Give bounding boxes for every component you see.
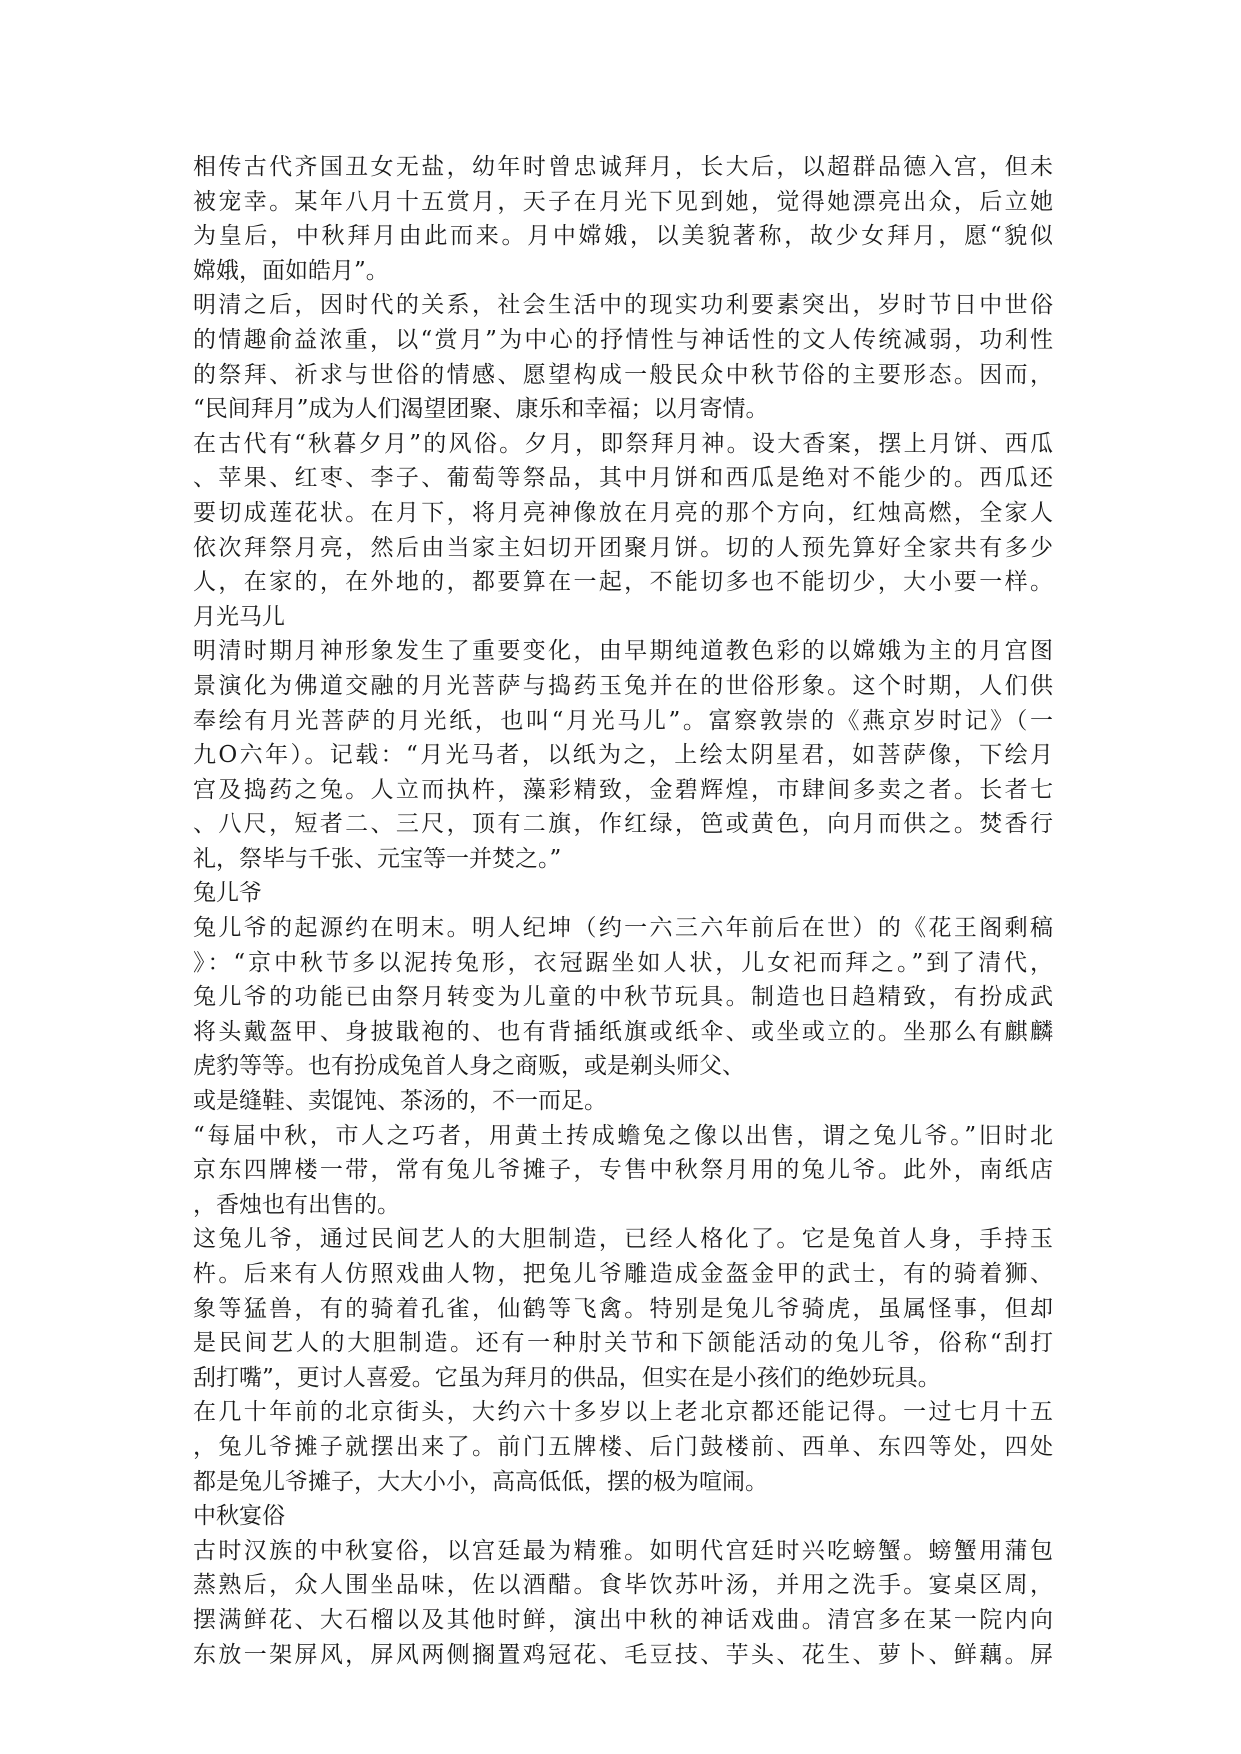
text-line: 将头戴盔甲、身披戢袍的、也有背插纸旗或纸伞、或坐或立的。坐那么有麒麟	[193, 1018, 1053, 1045]
text-line: 宫及捣药之兔。人立而执杵，藻彩精致，金碧辉煌，市肆间多卖之者。长者七	[193, 776, 1053, 803]
text-line: 虎豹等等。也有扮成兔首人身之商贩，或是剃头师父、	[193, 1053, 745, 1080]
text-line: 刮打嘴”，更讨人喜爱。它虽为拜月的供品，但实在是小孩们的绝妙玩具。	[193, 1364, 941, 1391]
text-line: 》：“京中秋节多以泥抟兔形，衣冠踞坐如人状，儿女祀而拜之。”到了清代，	[193, 949, 1053, 976]
text-line: 的情趣俞益浓重，以“赏月”为中心的抒情性与神话性的文人传统减弱，功利性	[193, 326, 1053, 353]
text-line: 在古代有“秋暮夕月”的风俗。夕月，即祭拜月神。设大香案，摆上月饼、西瓜	[193, 430, 1053, 457]
text-line: 兔儿爷的功能已由祭月转变为儿童的中秋节玩具。制造也日趋精致，有扮成武	[193, 984, 1053, 1011]
section-heading: 月光马儿	[193, 603, 285, 630]
text-line: 明清之后，因时代的关系，社会生活中的现实功利要素突出，岁时节日中世俗	[193, 292, 1053, 319]
text-line: 古时汉族的中秋宴俗，以宫廷最为精雅。如明代宫廷时兴吃螃蟹。螃蟹用蒲包	[193, 1537, 1053, 1564]
text-line: 兔儿爷的起源约在明末。明人纪坤（约一六三六年前后在世）的《花王阁剩稿	[193, 915, 1053, 942]
text-line: 要切成莲花状。在月下，将月亮神像放在月亮的那个方向，红烛高燃，全家人	[193, 499, 1053, 526]
text-line: 、苹果、红枣、李子、葡萄等祭品，其中月饼和西瓜是绝对不能少的。西瓜还	[193, 465, 1053, 492]
text-line: 礼，祭毕与千张、元宝等一并焚之。”	[193, 845, 562, 872]
text-line: 、八尺，短者二、三尺，顶有二旗，作红绿，笆或黄色，向月而供之。焚香行	[193, 811, 1053, 838]
text-line: 在几十年前的北京街头，大约六十多岁以上老北京都还能记得。一过七月十五	[193, 1399, 1053, 1426]
text-line: 摆满鲜花、大石榴以及其他时鲜，演出中秋的神话戏曲。清宫多在某一院内向	[193, 1606, 1053, 1633]
text-line: 明清时期月神形象发生了重要变化，由早期纯道教色彩的以嫦娥为主的月宫图	[193, 638, 1053, 665]
text-line: 九O六年）。记载：“月光马者，以纸为之，上绘太阴星君，如菩萨像，下绘月	[193, 742, 1053, 769]
text-line: “每届中秋，市人之巧者，用黄土抟成蟾兔之像以出售，谓之兔儿爷。”旧时北	[193, 1122, 1053, 1149]
text-line: 奉绘有月光菩萨的月光纸，也叫“月光马儿”。富察敦崇的《燕京岁时记》（一	[193, 707, 1053, 734]
text-line: 被宠幸。某年八月十五赏月，天子在月光下见到她，觉得她漂亮出众，后立她	[193, 188, 1053, 215]
text-line: 是民间艺人的大胆制造。还有一种肘关节和下颌能活动的兔儿爷，俗称“刮打	[193, 1330, 1053, 1357]
document-page	[193, 150, 1053, 1668]
text-line: 依次拜祭月亮，然后由当家主妇切开团聚月饼。切的人预先算好全家共有多少	[193, 534, 1053, 561]
text-line: 的祭拜、祈求与世俗的情感、愿望构成一般民众中秋节俗的主要形态。因而，	[193, 361, 1053, 388]
text-line: 或是缝鞋、卖馄饨、茶汤的，不一而足。	[193, 1088, 607, 1115]
text-line: 嫦娥，面如皓月”。	[193, 257, 389, 284]
section-heading: 兔儿爷	[193, 880, 262, 907]
text-line: 人，在家的，在外地的，都要算在一起，不能切多也不能切少，大小要一样。	[193, 569, 1053, 596]
text-line: “民间拜月”成为人们渴望团聚、康乐和幸福；以月寄情。	[193, 396, 769, 423]
text-line: 杵。后来有人仿照戏曲人物，把兔儿爷雕造成金盔金甲的武士，有的骑着狮、	[193, 1261, 1053, 1287]
text-line: 京东四牌楼一带，常有兔儿爷摊子，专售中秋祭月用的兔儿爷。此外，南纸店	[193, 1157, 1053, 1184]
text-line: 象等猛兽，有的骑着孔雀，仙鹤等飞禽。特别是兔儿爷骑虎，虽属怪事，但却	[193, 1295, 1053, 1322]
text-line: 这兔儿爷，通过民间艺人的大胆制造，已经人格化了。它是兔首人身，手持玉	[193, 1226, 1053, 1253]
text-line: 相传古代齐国丑女无盐，幼年时曾忠诚拜月，长大后，以超群品德入宫，但未	[193, 154, 1053, 180]
text-line: ，香烛也有出售的。	[193, 1191, 400, 1218]
text-line: 都是兔儿爷摊子，大大小小，高高低低，摆的极为喧闹。	[193, 1468, 768, 1495]
section-heading: 中秋宴俗	[193, 1503, 285, 1530]
text-line: 蒸熟后，众人围坐品味，佐以酒醋。食毕饮苏叶汤，并用之洗手。宴桌区周，	[193, 1572, 1053, 1599]
text-line: 东放一架屏风，屏风两侧搁置鸡冠花、毛豆技、芋头、花生、萝卜、鲜藕。屏	[193, 1641, 1053, 1668]
text-line: ，兔儿爷摊子就摆出来了。前门五牌楼、后门鼓楼前、西单、东四等处，四处	[193, 1433, 1053, 1460]
text-line: 景演化为佛道交融的月光菩萨与捣药玉兔并在的世俗形象。这个时期，人们供	[193, 672, 1053, 699]
text-line: 为皇后，中秋拜月由此而来。月中嫦娥，以美貌著称，故少女拜月，愿“貌似	[193, 223, 1053, 250]
